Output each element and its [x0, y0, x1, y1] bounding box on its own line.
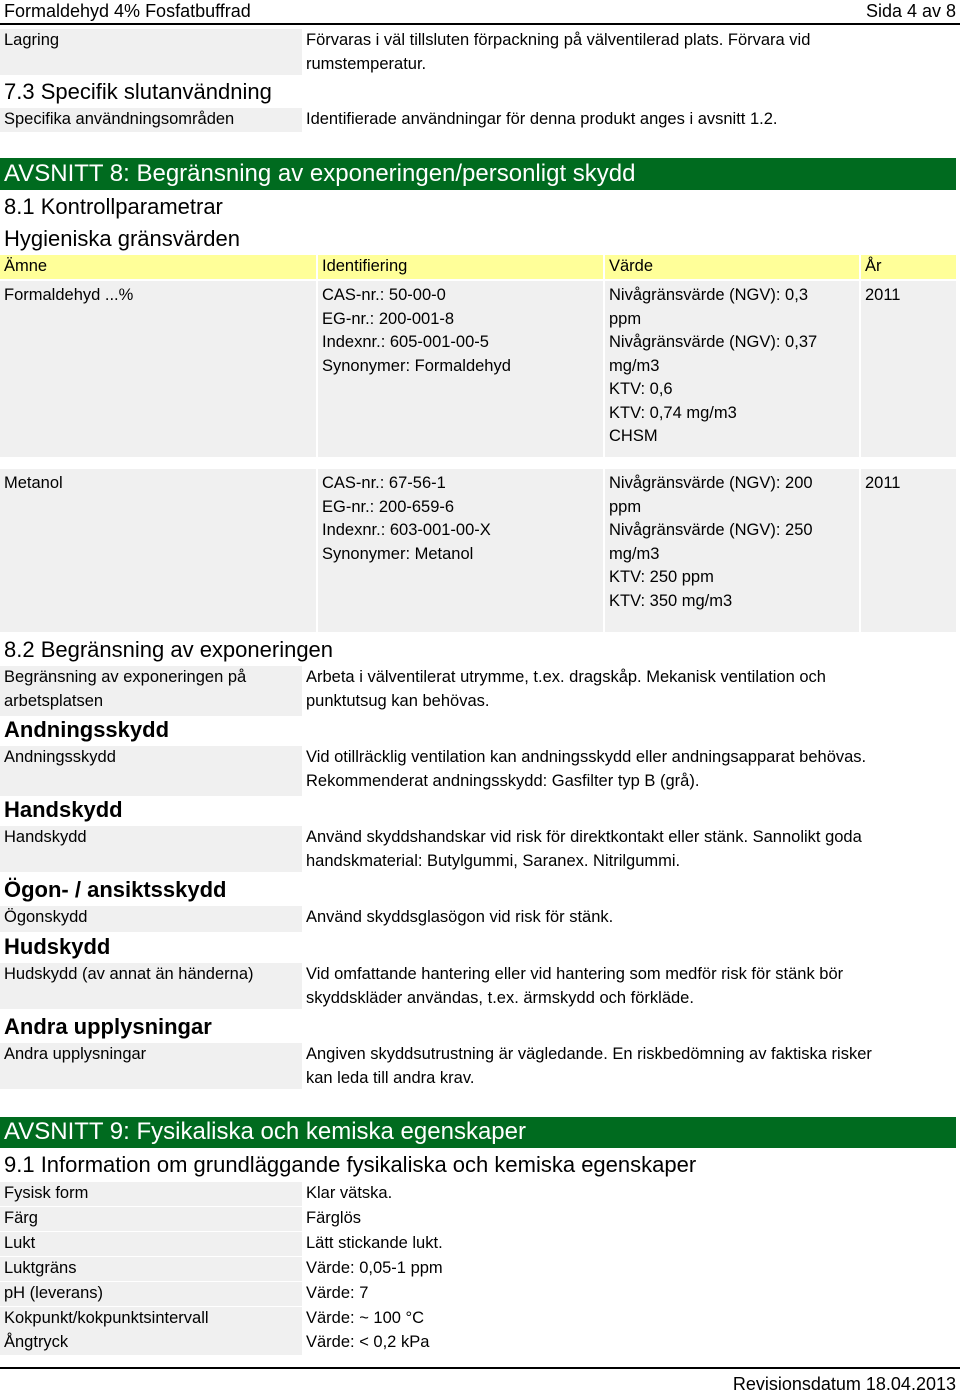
other-info-heading: Andra upplysningar	[4, 1014, 212, 1039]
eye-protection-label	[0, 906, 302, 932]
table-row-1-identification	[318, 281, 603, 457]
workplace-exposure-label-line2: arbetsplatsen	[4, 691, 104, 710]
other-info-label-text: Andra upplysningar	[4, 1045, 147, 1063]
section-8-2-title: 8.2 Begränsning av exponeringen	[4, 637, 334, 662]
ident-line: Indexnr.: 603-001-00-X	[322, 521, 491, 539]
skin-protection-value	[306, 963, 843, 1010]
property-label	[0, 1232, 302, 1256]
table-row-1-substance	[0, 281, 316, 457]
property-label-text: pH (leverans)	[4, 1284, 104, 1302]
page-number: Sida 4 av 8	[865, 1, 956, 21]
skin-protection-value-line1: Vid omfattande hantering eller vid hantering som medför risk för stänk bör	[306, 965, 844, 983]
workplace-exposure-value-line2: punktutsug kan behövas.	[306, 691, 490, 710]
property-label-text: Lukt	[4, 1234, 36, 1252]
workplace-exposure-label	[0, 666, 302, 716]
storage-value	[306, 29, 810, 76]
value-line: mg/m3	[609, 544, 660, 563]
col-header-year: År	[861, 255, 956, 279]
intended-use-label-text: Specifika användningsområden	[4, 110, 235, 128]
hand-protection-label	[0, 826, 302, 872]
property-label-text: Luktgräns	[4, 1259, 77, 1277]
value-line: mg/m3	[609, 356, 660, 375]
ident-line: Synonymer: Metanol	[322, 544, 474, 563]
section-8-1-title: 8.1 Kontrollparametrar	[4, 194, 223, 219]
value-line: KTV: 250 ppm	[609, 568, 714, 586]
section-9-header: AVSNITT 9: Fysikaliska och kemiska egenskaper	[0, 1117, 956, 1148]
footer-divider	[0, 1367, 960, 1369]
property-value: Färglös	[306, 1209, 362, 1227]
eye-protection-label-text: Ögonskydd	[4, 908, 88, 926]
skin-protection-heading: Hudskydd	[4, 934, 111, 959]
property-value: Värde: 0,05-1 ppm	[306, 1259, 443, 1277]
year-value: 2011	[865, 474, 901, 492]
value-line: Nivågränsvärde (NGV): 0,37	[609, 333, 818, 351]
year-value: 2011	[865, 286, 901, 304]
value-line: KTV: 350 mg/m3	[609, 591, 733, 610]
value-line: ppm	[609, 309, 642, 328]
value-line: Nivågränsvärde (NGV): 0,3	[609, 286, 808, 304]
skin-protection-label-text: Hudskydd (av annat än händerna)	[4, 965, 254, 983]
other-info-value-line2: kan leda till andra krav.	[306, 1068, 475, 1087]
header-divider	[0, 23, 960, 25]
eye-protection-heading: Ögon- / ansiktsskydd	[4, 877, 227, 902]
property-label	[0, 1257, 302, 1281]
property-value: Lätt stickande lukt.	[306, 1234, 443, 1252]
substance-name: Metanol	[4, 474, 63, 492]
property-label-text: Färg	[4, 1209, 38, 1227]
respiratory-heading: Andningsskydd	[4, 717, 170, 742]
document-title: Formaldehyd 4% Fosfatbuffrad	[4, 1, 251, 21]
property-value: Värde: ~ 100 °C	[306, 1309, 425, 1327]
ident-line: EG-nr.: 200-659-6	[322, 497, 455, 516]
table-row-2-value	[605, 469, 859, 632]
property-label	[0, 1331, 302, 1355]
table-row-2-substance	[0, 469, 316, 632]
skin-protection-label	[0, 963, 302, 1009]
workplace-exposure-value-line1: Arbeta i välventilerat utrymme, t.ex. dragskåp. Mekanisk ventilation och	[306, 668, 826, 686]
property-label-text: Ångtryck	[4, 1333, 69, 1351]
section-8-header: AVSNITT 8: Begränsning av exponeringen/personligt skydd	[0, 158, 956, 190]
ident-line: Indexnr.: 605-001-00-5	[322, 333, 489, 351]
other-info-value-line1: Angiven skyddsutrustning är vägledande. En riskbedömning av faktiska risker	[306, 1045, 872, 1063]
hand-protection-value-line2: handskmaterial: Butylgummi, Saranex. Nitrilgummi.	[306, 851, 681, 870]
ident-line: CAS-nr.: 50-00-0	[322, 286, 446, 304]
respiratory-value	[306, 746, 866, 793]
storage-label-text: Lagring	[4, 31, 60, 49]
value-line: Nivågränsvärde (NGV): 250	[609, 521, 813, 539]
storage-value-line1: Förvaras i väl tillsluten förpackning på välventilerad plats. Förvara vid	[306, 31, 811, 49]
value-line: ppm	[609, 497, 642, 516]
eye-protection-value: Använd skyddsglasögon vid risk för stänk.	[306, 908, 614, 926]
property-label	[0, 1182, 302, 1206]
respiratory-label-text: Andningsskydd	[4, 748, 116, 766]
table-row-2-year	[861, 469, 956, 632]
intended-use-value: Identifierade användningar för denna produkt anges i avsnitt 1.2.	[306, 110, 778, 128]
storage-value-line2: rumstemperatur.	[306, 54, 427, 73]
hand-protection-label-text: Handskydd	[4, 828, 87, 846]
workplace-exposure-label-line1: Begränsning av exponeringen på	[4, 668, 247, 686]
col-header-identification: Identifiering	[318, 255, 603, 279]
property-label	[0, 1207, 302, 1231]
respiratory-label	[0, 746, 302, 796]
ident-line: EG-nr.: 200-001-8	[322, 309, 455, 328]
section-9-1-title: 9.1 Information om grundläggande fysikaliska och kemiska egenskaper	[4, 1152, 697, 1177]
intended-use-label	[0, 108, 302, 132]
property-label	[0, 1307, 302, 1331]
section-7-3-title: 7.3 Specifik slutanvändning	[4, 79, 272, 104]
revision-date: Revisionsdatum 18.04.2013	[732, 1374, 956, 1394]
value-line: Nivågränsvärde (NGV): 200	[609, 474, 813, 492]
table-row-1-year	[861, 281, 956, 457]
property-label	[0, 1282, 302, 1306]
workplace-exposure-value	[306, 666, 826, 713]
value-line: KTV: 0,74 mg/m3	[609, 403, 737, 422]
ident-line: CAS-nr.: 67-56-1	[322, 474, 446, 492]
other-info-value	[306, 1043, 872, 1090]
property-value: Klar vätska.	[306, 1184, 393, 1202]
table-row-1-value	[605, 281, 859, 457]
skin-protection-value-line2: skyddskläder användas, t.ex. ärmskydd och förkläde.	[306, 988, 694, 1007]
respiratory-value-line2: Rekommenderat andningsskydd: Gasfilter typ B (grå).	[306, 771, 700, 790]
property-value: Värde: 7	[306, 1284, 369, 1302]
hand-protection-value-line1: Använd skyddshandskar vid risk för direktkontakt eller stänk. Sannolikt goda	[306, 828, 862, 846]
ident-line: Synonymer: Formaldehyd	[322, 356, 511, 375]
hand-protection-heading: Handskydd	[4, 797, 123, 822]
table-row-2-identification	[318, 469, 603, 632]
property-label-text: Kokpunkt/kokpunktsintervall	[4, 1309, 209, 1327]
col-header-substance: Ämne	[0, 255, 316, 279]
property-label-text: Fysisk form	[4, 1184, 89, 1202]
value-line: CHSM	[609, 427, 658, 445]
storage-label	[0, 29, 302, 75]
hand-protection-value	[306, 826, 862, 873]
col-header-value: Värde	[605, 255, 859, 279]
property-value: Värde: < 0,2 kPa	[306, 1333, 430, 1351]
substance-name: Formaldehyd ...%	[4, 286, 134, 304]
respiratory-value-line1: Vid otillräcklig ventilation kan andningsskydd eller andningsapparat behövas.	[306, 748, 867, 766]
value-line: KTV: 0,6	[609, 380, 673, 398]
hygiene-limits-title: Hygieniska gränsvärden	[4, 226, 241, 251]
other-info-label	[0, 1043, 302, 1089]
